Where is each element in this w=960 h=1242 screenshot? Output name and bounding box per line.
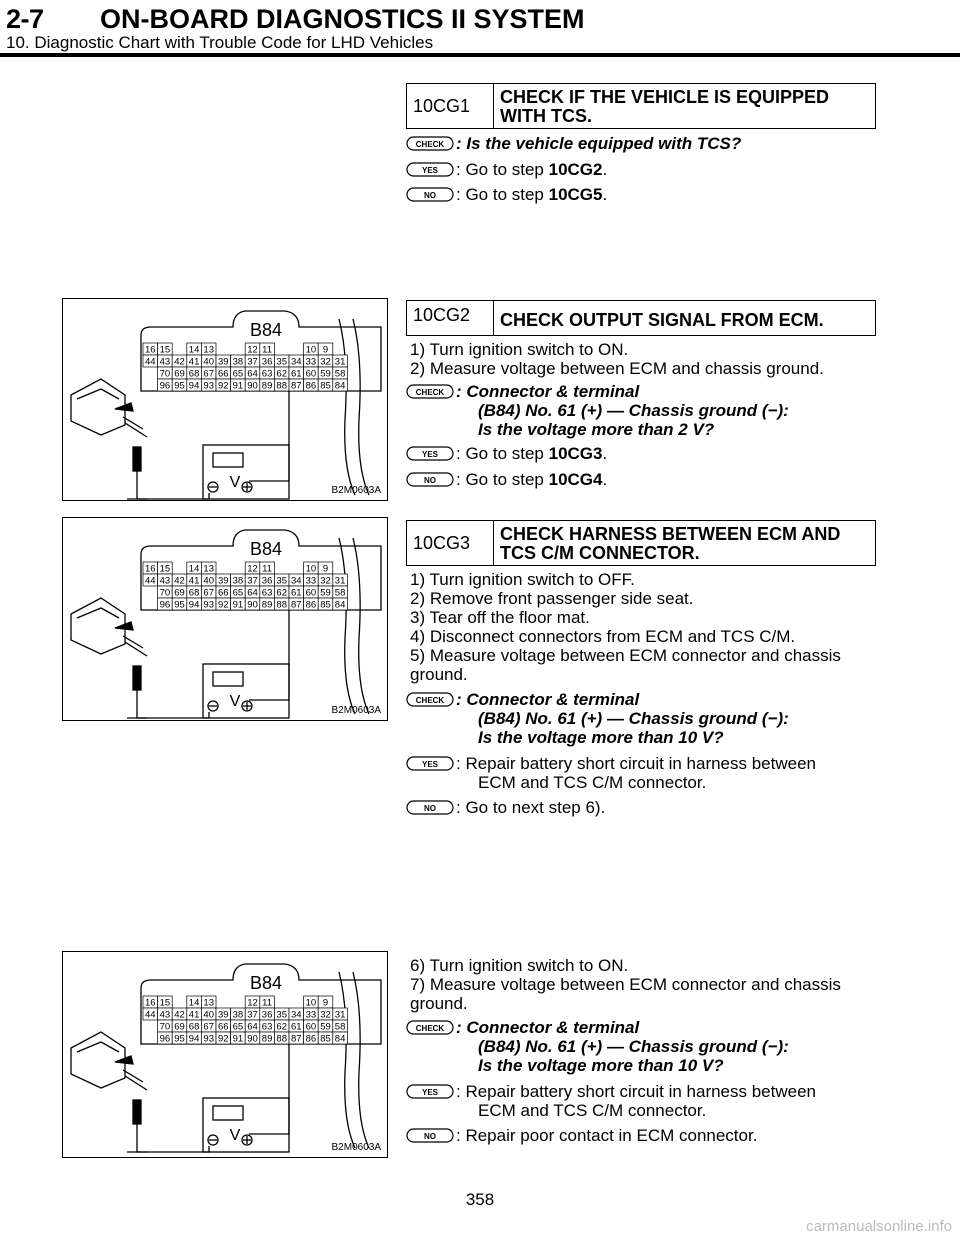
pin-number: 15 [159,997,171,1009]
no-badge-icon [406,1126,456,1148]
pin-number: 14 [188,563,200,575]
probe-tip [133,447,141,471]
no-target-link[interactable]: 10CG4 [548,470,603,489]
pin-number: 67 [203,587,214,599]
check-line: : Connector & terminal [456,1018,640,1037]
svg-text:YES: YES [421,1088,439,1097]
svg-text:NO: NO [424,191,436,200]
no-row: NO : Go to step 10CG5. [406,185,878,207]
pin-number: 63 [261,368,273,380]
pin-number: 95 [174,380,185,392]
pin-number: 70 [159,587,171,599]
pin-number: 35 [276,356,287,368]
pin-number: 85 [320,380,331,392]
pin-number: 34 [291,575,302,587]
voltmeter-display [213,672,243,686]
no-badge-icon [406,798,456,820]
procedure-item: 7) Measure voltage between ECM connector and chassis [410,975,841,994]
result-line: : Repair battery short circuit in harness between [456,1082,817,1101]
pin-number: 9 [322,344,329,356]
pin-number: 64 [247,587,258,599]
pin-number: 37 [247,1009,258,1021]
pin-number: 31 [334,1009,346,1021]
pin-number: 69 [174,368,185,380]
pin-number: 33 [305,575,317,587]
pin-number: 84 [334,380,346,392]
pin-number: 88 [276,380,287,392]
section-number: 2-7 [6,4,44,34]
yes-row [406,754,878,792]
pin-number: 87 [291,599,302,611]
pin-number: 32 [320,575,331,587]
pin-number: 66 [218,1021,229,1033]
yes-badge-icon [406,160,456,182]
pin-number: 43 [159,356,171,368]
pin-number: 12 [247,344,258,356]
pin-number: 16 [145,563,156,575]
result-line: ECM and TCS C/M connector. [478,773,707,792]
harness-wire [123,1070,147,1090]
pin-number: 87 [291,1033,302,1045]
pin-number: 86 [305,1033,317,1045]
check-line: (B84) No. 61 (+) — Chassis ground (−): [478,1037,789,1056]
yes-badge-icon [406,754,456,792]
probe-arrow-icon [115,622,133,630]
harness-connector [71,598,125,654]
pin-number: 32 [320,1009,331,1021]
header-rule [0,53,960,57]
pin-number: 41 [188,575,200,587]
yes-row: YES : Go to step 10CG2. [406,160,878,182]
pin-number: 92 [218,380,229,392]
check-badge-icon [406,134,456,156]
pin-number: 34 [291,1009,302,1021]
connector-diagram [63,518,388,721]
pin-number: 90 [247,380,258,392]
pin-number: 12 [247,563,258,575]
pin-number: 9 [322,997,329,1009]
no-row: NO : Go to step 10CG4. [406,470,878,492]
pin-number: 92 [218,599,229,611]
pin-number: 68 [188,587,200,599]
pin-number: 61 [291,1021,302,1033]
voltmeter-display [213,453,243,467]
procedure-item: 1) Turn ignition switch to OFF. [410,570,635,589]
pin-number: 65 [232,1021,244,1033]
yes-prefix: : Go to step [456,160,549,179]
connector-diagram-figure [62,517,388,721]
page-number: 358 [465,1190,495,1209]
pin-number: 63 [261,1021,273,1033]
pin-number: 31 [334,356,346,368]
svg-text:NO: NO [424,804,436,813]
pin-number: 43 [159,575,171,587]
svg-text:CHECK: CHECK [415,388,445,397]
pin-number: 59 [320,1021,331,1033]
harness-line [353,319,369,495]
svg-text:NO: NO [424,1132,436,1141]
voltmeter-display [213,1106,243,1120]
check-line: : Connector & terminal [456,382,640,401]
procedure-item: 1) Turn ignition switch to ON. [410,340,629,359]
procedure-item: 2) Remove front passenger side seat. [410,589,694,608]
pin-number: 42 [174,1009,185,1021]
pin-number: 12 [247,997,258,1009]
pin-number: 85 [320,1033,331,1045]
yes-badge-icon [406,1082,456,1120]
yes-badge-icon [406,444,456,466]
connector-diagram-figure [62,298,388,501]
pin-number: 41 [188,1009,200,1021]
check-line: (B84) No. 61 (+) — Chassis ground (−): [478,401,789,420]
probe-wire [249,1044,289,1134]
probe-wire [249,610,289,700]
connector-label: B84 [249,973,283,993]
harness-connector-detail [77,1042,119,1052]
pin-number: 13 [203,344,214,356]
pin-number: 39 [218,356,229,368]
check-line: Is the voltage more than 10 V? [478,1056,724,1075]
voltmeter-symbol: V [229,474,241,491]
procedure-item: ground. [410,665,468,684]
pin-number: 39 [218,1009,229,1021]
yes-target-link[interactable]: 10CG2 [548,160,603,179]
probe-tip [133,1100,141,1124]
pin-number: 35 [276,1009,287,1021]
svg-text:NO: NO [424,476,436,485]
pin-number: 11 [262,563,273,575]
step-title: CHECK OUTPUT SIGNAL FROM ECM. [493,301,875,335]
harness-line [353,538,369,714]
pin-number: 44 [145,356,156,368]
pin-number: 62 [276,368,287,380]
harness-line [339,538,355,714]
pin-number: 10 [305,344,317,356]
step-code: 10CG2 [413,305,471,325]
connector-label: B84 [249,320,283,340]
pin-number: 40 [203,356,214,368]
step-title: CHECK IF THE VEHICLE IS EQUIPPED WITH TCS. [493,84,875,128]
probe-tip [133,666,141,690]
connector-diagram [63,299,388,501]
pin-number: 44 [145,575,156,587]
pin-number: 42 [174,575,185,587]
pin-number: 87 [291,380,302,392]
pin-number: 16 [145,344,156,356]
pin-number: 38 [232,1009,244,1021]
pin-number: 16 [145,997,156,1009]
pin-number: 13 [203,563,214,575]
harness-connector [71,1032,125,1088]
check-badge-icon [406,382,456,439]
pin-number: 36 [261,575,273,587]
check-badge-icon [406,1018,456,1075]
pin-number: 89 [261,1033,273,1045]
pin-number: 69 [174,1021,185,1033]
procedure-item: 2) Measure voltage between ECM and chassis ground. [410,359,824,378]
diagram-group [71,311,381,499]
pin-number: 10 [305,563,317,575]
pin-number: 61 [291,368,302,380]
step-title: CHECK HARNESS BETWEEN ECM AND TCS C/M CONNECTOR. [493,521,875,565]
pin-number: 69 [174,587,185,599]
pin-number: 67 [203,1021,214,1033]
harness-wire [123,417,147,437]
page-title: ON-BOARD DIAGNOSTICS II SYSTEM [100,4,585,34]
probe-wire [249,391,289,481]
yes-row [406,1082,878,1120]
yes-target-link[interactable]: 10CG3 [548,444,603,463]
svg-text:CHECK: CHECK [415,1024,445,1033]
ground-wire [137,463,209,499]
pin-number: 94 [188,599,200,611]
pin-number: 93 [203,599,214,611]
pin-number: 32 [320,356,331,368]
harness-wire [123,636,147,656]
pin-number: 36 [261,356,273,368]
pin-number: 58 [334,587,346,599]
pin-number: 44 [145,1009,156,1021]
diagram-group [71,964,381,1152]
pin-number: 91 [232,1033,244,1045]
harness-connector-detail [77,389,119,399]
no-badge-icon [406,185,456,207]
check-badge-icon [406,690,456,747]
result-text: : Go to next step 6). [456,798,606,817]
check-line: : Connector & terminal [456,690,640,709]
page-subtitle: 10. Diagnostic Chart with Trouble Code for LHD Vehicles [6,33,434,52]
procedure-list [410,340,878,378]
step-code: 10CG1 [413,96,471,116]
pin-number: 91 [232,599,244,611]
step-10cg1-header [406,83,876,129]
pin-number: 36 [261,1009,273,1021]
svg-text:YES: YES [421,166,439,175]
pin-number: 90 [247,1033,258,1045]
procedure-list [410,570,878,684]
pin-number: 43 [159,1009,171,1021]
voltmeter-symbol: V [229,693,241,710]
procedure-item: ground. [410,994,468,1013]
connector-diagram [63,952,388,1158]
figure-caption: B2M0603A [331,705,381,716]
check-question: : Is the vehicle equipped with TCS? [456,134,742,153]
probe-arrow-icon [115,403,133,411]
connector-diagram-figure [62,951,388,1158]
harness-line [353,972,369,1148]
ground-wire [137,1116,209,1152]
pin-number: 93 [203,380,214,392]
pin-number: 60 [305,368,317,380]
step-10cg3-header [406,520,876,566]
pin-number: 11 [262,997,273,1009]
pin-number: 66 [218,587,229,599]
pin-number: 96 [159,599,171,611]
no-target-link[interactable]: 10CG5 [548,185,603,204]
check-row [406,690,878,747]
pin-number: 41 [188,356,200,368]
step-code: 10CG3 [413,533,471,553]
pin-number: 38 [232,575,244,587]
pin-number: 40 [203,1009,214,1021]
figure-caption: B2M0603A [331,1142,381,1153]
pin-number: 95 [174,599,185,611]
pin-number: 67 [203,368,214,380]
no-badge-icon [406,470,456,492]
procedure-item: 6) Turn ignition switch to ON. [410,956,629,975]
pin-number: 91 [232,380,244,392]
pin-number: 88 [276,599,287,611]
pin-number: 14 [188,344,200,356]
check-line: Is the voltage more than 10 V? [478,728,724,747]
pin-number: 89 [261,599,273,611]
pin-number: 92 [218,1033,229,1045]
pin-number: 84 [334,1033,346,1045]
pin-number: 66 [218,368,229,380]
svg-text:CHECK: CHECK [415,140,445,149]
pin-number: 35 [276,575,287,587]
pin-number: 37 [247,356,258,368]
pin-number: 93 [203,1033,214,1045]
check-row [406,1018,878,1075]
check-row [406,382,878,439]
pin-number: 68 [188,1021,200,1033]
pin-number: 38 [232,356,244,368]
pin-number: 60 [305,1021,317,1033]
diagram-group [71,530,381,718]
no-row [406,1126,878,1148]
pin-number: 96 [159,1033,171,1045]
pin-number: 33 [305,356,317,368]
pin-number: 84 [334,599,346,611]
pin-number: 42 [174,356,185,368]
procedure-list [410,956,878,1013]
pin-number: 95 [174,1033,185,1045]
pin-number: 62 [276,1021,287,1033]
pin-number: 13 [203,997,214,1009]
pin-number: 94 [188,380,200,392]
pin-number: 58 [334,1021,346,1033]
pin-number: 9 [322,563,329,575]
result-text: : Repair poor contact in ECM connector. [456,1126,758,1145]
result-line: : Repair battery short circuit in harness between [456,754,817,773]
yes-prefix: : Go to step [456,444,549,463]
watermark: carmanualsonline.info [806,1218,952,1235]
pin-number: 68 [188,368,200,380]
pin-number: 62 [276,587,287,599]
pin-number: 60 [305,587,317,599]
figure-caption: B2M0603A [331,485,381,496]
pin-number: 94 [188,1033,200,1045]
pin-number: 33 [305,1009,317,1021]
pin-number: 14 [188,997,200,1009]
svg-text:YES: YES [421,760,439,769]
no-prefix: : Go to step [456,470,549,489]
pin-number: 70 [159,368,171,380]
pin-number: 10 [305,997,317,1009]
svg-text:CHECK: CHECK [415,696,445,705]
pin-number: 37 [247,575,258,587]
svg-text:YES: YES [421,450,439,459]
step-10cg2-header [406,300,876,336]
pin-number: 70 [159,1021,171,1033]
no-row [406,798,878,820]
probe-arrow-icon [115,1056,133,1064]
harness-line [339,972,355,1148]
check-line: Is the voltage more than 2 V? [478,420,715,439]
pin-number: 90 [247,599,258,611]
yes-row: YES : Go to step 10CG3. [406,444,878,466]
pin-number: 39 [218,575,229,587]
pin-number: 85 [320,599,331,611]
harness-connector [71,379,125,435]
pin-number: 88 [276,1033,287,1045]
pin-number: 11 [262,344,273,356]
pin-number: 31 [334,575,346,587]
procedure-item: 5) Measure voltage between ECM connector and chassis [410,646,841,665]
pin-number: 65 [232,368,244,380]
check-line: (B84) No. 61 (+) — Chassis ground (−): [478,709,789,728]
result-line: ECM and TCS C/M connector. [478,1101,707,1120]
no-prefix: : Go to step [456,185,549,204]
procedure-item: 3) Tear off the floor mat. [410,608,590,627]
pin-number: 15 [159,563,171,575]
pin-number: 58 [334,368,346,380]
pin-number: 61 [291,587,302,599]
pin-number: 89 [261,380,273,392]
pin-number: 65 [232,587,244,599]
ground-wire [137,682,209,718]
harness-connector-detail [77,608,119,618]
connector-label: B84 [249,539,283,559]
pin-number: 96 [159,380,171,392]
pin-number: 59 [320,587,331,599]
procedure-item: 4) Disconnect connectors from ECM and TCS C/M. [410,627,796,646]
pin-number: 86 [305,599,317,611]
voltmeter-symbol: V [229,1127,241,1144]
harness-line [339,319,355,495]
check-row [406,134,878,156]
pin-number: 64 [247,1021,258,1033]
pin-number: 86 [305,380,317,392]
pin-number: 15 [159,344,171,356]
pin-number: 59 [320,368,331,380]
pin-number: 40 [203,575,214,587]
pin-number: 64 [247,368,258,380]
pin-number: 63 [261,587,273,599]
pin-number: 34 [291,356,302,368]
